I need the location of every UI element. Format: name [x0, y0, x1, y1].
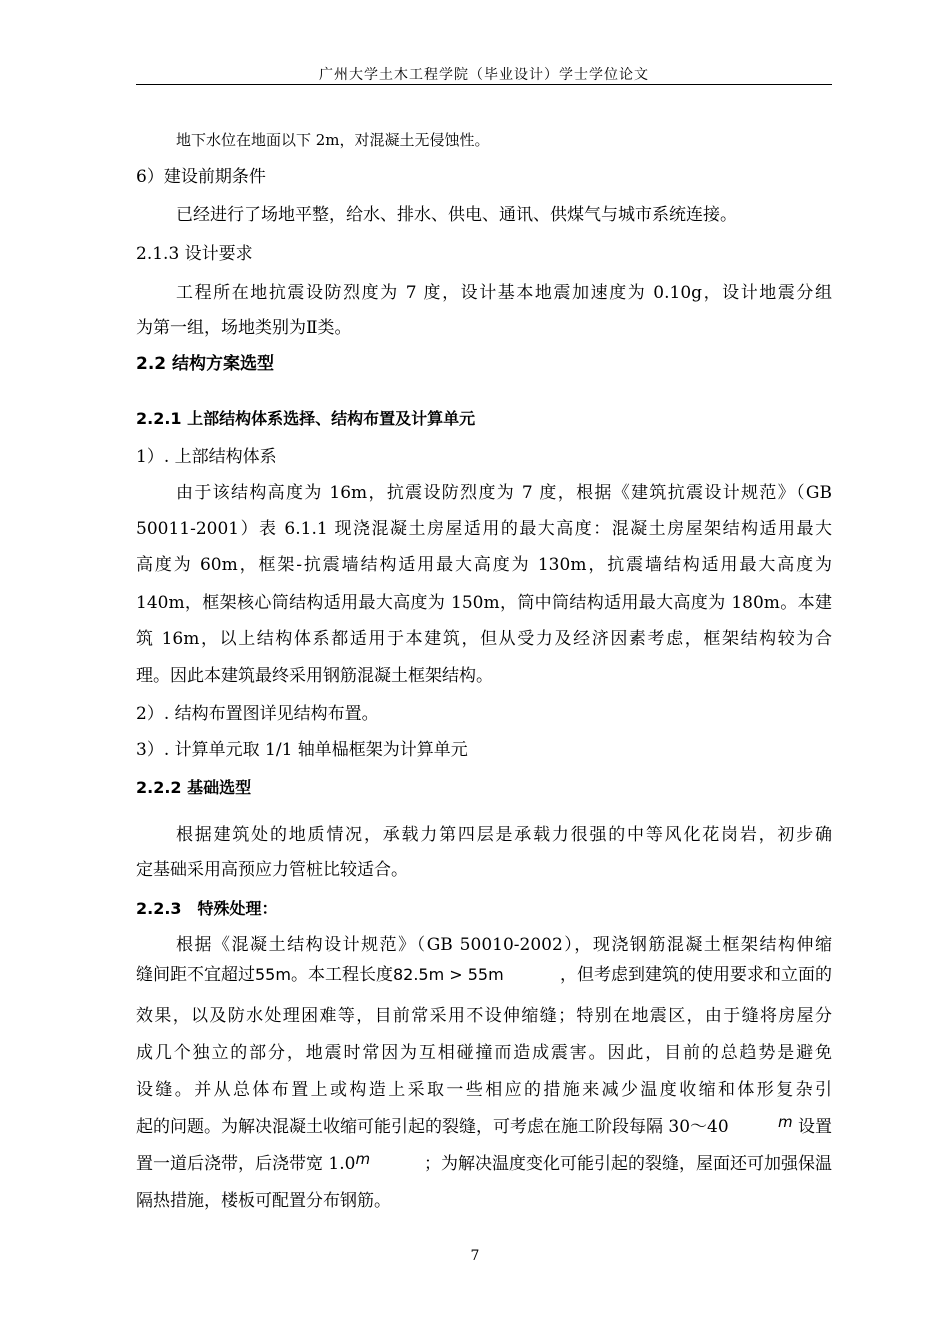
- header-rule: [136, 84, 832, 85]
- heading-prebuild-conditions: 6）建设前期条件: [136, 167, 266, 187]
- math-expression: 82.5m > 55m: [392, 965, 504, 984]
- paragraph-2-2-1-line3: 高度为 60m，框架-抗震墙结构适用最大高度为 130m，抗震墙结构适用最大高度为: [136, 555, 832, 575]
- subheading-calc-unit: 3）. 计算单元取 1/1 轴单榀框架为计算单元: [136, 740, 468, 760]
- paragraph-groundwater: 地下水位在地面以下 2m，对混凝土无侵蚀性。: [176, 131, 490, 149]
- heading-2-2-3: 2.2.3 特殊处理：: [136, 899, 278, 918]
- page-number: 7: [470, 1248, 480, 1264]
- paragraph-prebuild: 已经进行了场地平整，给水、排水、供电、通讯、供煤气与城市系统连接。: [176, 205, 737, 225]
- heading-2-2-2: 2.2.2 基础选型: [136, 778, 252, 797]
- text-run: 置一道后浇带，后浇带宽 1.0: [136, 1154, 356, 1174]
- text-run: 。本工程长度: [290, 965, 393, 985]
- math-unit: m: [355, 1150, 371, 1168]
- heading-2-2: 2.2 结构方案选型: [136, 354, 275, 374]
- paragraph-2-2-3-line6: [136, 1115, 832, 1139]
- paragraph-2-2-3-line5: 设缝。并从总体布置上或构造上采取一些相应的措施来减少温度收缩和体形复杂引: [136, 1080, 832, 1100]
- paragraph-2-2-3-line1: 根据《混凝土结构设计规范》（GB 50010-2002），现浇钢筋混凝土框架结构伸缩: [176, 935, 832, 955]
- text-segment: [136, 963, 504, 987]
- paragraph-2-2-3-line7: [136, 1152, 832, 1176]
- text-run: ，但考虑到建筑的使用要求和立面的: [560, 965, 832, 985]
- text-run: 起的问题。为解决混凝土收缩可能引起的裂缝，可考虑在施工阶段每隔 30～40: [136, 1117, 729, 1137]
- subheading-upper-structure: 1）. 上部结构体系: [136, 447, 277, 467]
- paragraph-2-2-3-line2: [136, 963, 832, 987]
- heading-2-1-3: 2.1.3 设计要求: [136, 244, 253, 264]
- paragraph-2-2-2-line1: 根据建筑处的地质情况，承载力第四层是承载力很强的中等风化花岗岩，初步确: [176, 825, 832, 845]
- paragraph-2-1-3-line1: 工程所在地抗震设防烈度为 7 度，设计基本地震加速度为 0.10g，设计地震分组: [176, 283, 832, 303]
- paragraph-2-2-3-line4: 成几个独立的部分，地震时常因为互相碰撞而造成震害。因此，目前的总趋势是避免: [136, 1043, 832, 1063]
- text-run: 设置: [792, 1117, 832, 1137]
- running-header: 广州大学土木工程学院（毕业设计）学士学位论文: [319, 67, 649, 83]
- math-unit: m: [777, 1113, 793, 1131]
- text-run: ；为解决温度变化可能引起的裂缝，屋面还可加强保温: [424, 1154, 832, 1174]
- text-run: 缝间距不宜超过: [136, 965, 255, 985]
- paragraph-2-2-1-line4: 140m，框架核心筒结构适用最大高度为 150m，筒中筒结构适用最大高度为 180m。本建: [136, 593, 832, 613]
- paragraph-2-2-3-line3: 效果，以及防水处理困难等，目前常采用不设伸缩缝；特别在地震区，由于缝将房屋分: [136, 1006, 832, 1026]
- text-segment: [136, 1152, 370, 1176]
- math-expression: 55m: [255, 965, 291, 984]
- paragraph-2-2-3-line8: 隔热措施，楼板可配置分布钢筋。: [136, 1191, 391, 1211]
- subheading-structure-layout: 2）. 结构布置图详见结构布置。: [136, 704, 379, 724]
- heading-2-2-1: 2.2.1 上部结构体系选择、结构布置及计算单元: [136, 409, 476, 428]
- paragraph-2-2-1-line5: 筑 16m，以上结构体系都适用于本建筑，但从受力及经济因素考虑，框架结构较为合: [136, 629, 832, 649]
- paragraph-2-2-1-line2: 50011-2001）表 6.1.1 现浇混凝土房屋适用的最大高度：混凝土房屋架结构适用最大: [136, 519, 832, 539]
- paragraph-2-2-2-line2: 定基础采用高预应力管桩比较适合。: [136, 860, 408, 880]
- text-segment: [778, 1115, 832, 1139]
- paragraph-2-1-3-line2: 为第一组，场地类别为Ⅱ类。: [136, 318, 352, 338]
- paragraph-2-2-1-line6: 理。因此本建筑最终采用钢筋混凝土框架结构。: [136, 666, 493, 686]
- paragraph-2-2-1-line1: 由于该结构高度为 16m，抗震设防烈度为 7 度，根据《建筑抗震设计规范》（GB: [176, 483, 832, 503]
